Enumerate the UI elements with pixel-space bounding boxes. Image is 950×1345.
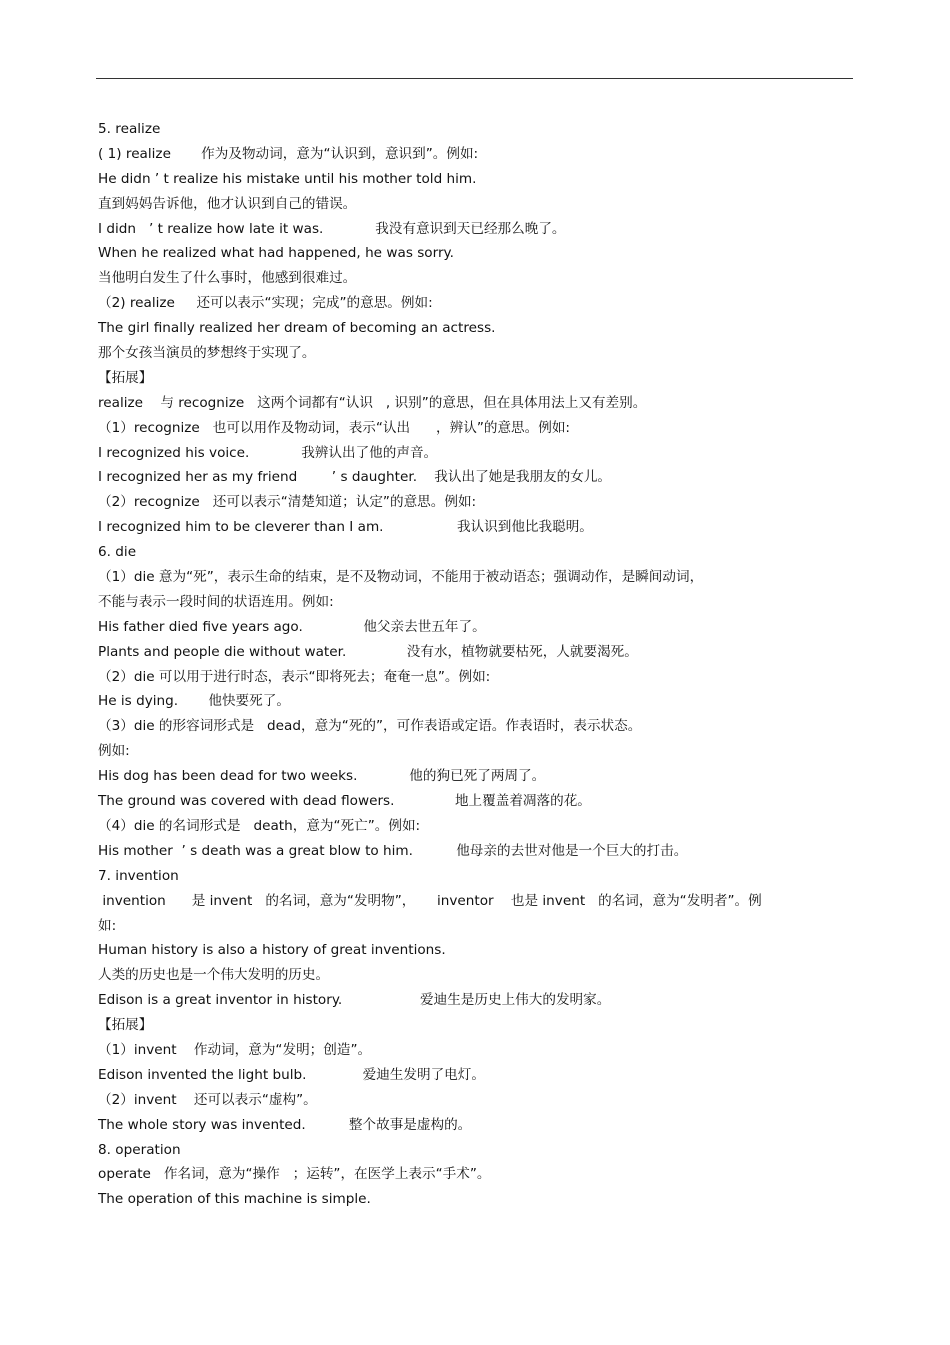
example-line: The girl finally realized her dream of becoming an actress. (98, 320, 496, 337)
text-line: （3）die 的形容词形式是 dead，意为“死的”，可作表语或定语。作表语时，表示状态。 (98, 718, 642, 735)
text-line: 如: (98, 917, 117, 934)
example-line: Human history is also a history of great inventions. (98, 942, 446, 959)
example-line: The operation of this machine is simple. (98, 1191, 371, 1208)
header-rule (96, 78, 853, 79)
example-line: Edison invented the light bulb. 爱迪生发明了电灯。 (98, 1066, 485, 1083)
text-line: 例如: (98, 743, 130, 760)
example-line: His mother ’ s death was a great blow to him. 他母亲的去世对他是一个巨大的打击。 (98, 842, 688, 859)
example-line: The whole story was invented. 整个故事是虚构的。 (98, 1116, 472, 1133)
heading-8-operation: 8. operation (98, 1141, 181, 1158)
text-line: ( 1) realize 作为及物动词，意为“认识到，意识到”。例如: (98, 145, 479, 162)
translation-line: 人类的历史也是一个伟大发明的历史。 (98, 967, 330, 984)
translation-line: 直到妈妈告诉他，他才认识到自己的错误。 (98, 195, 357, 212)
translation-line: 那个女孩当演员的梦想终于实现了。 (98, 345, 316, 362)
example-line: I recognized his voice. 我辨认出了他的声音。 (98, 444, 438, 461)
example-line: I recognized him to be cleverer than I am. 我认识到他比我聪明。 (98, 519, 593, 536)
example-line: His father died five years ago. 他父亲去世五年了。 (98, 618, 486, 635)
example-line: His dog has been dead for two weeks. 他的狗已死了两周了。 (98, 768, 546, 785)
example-line: Edison is a great inventor in history. 爱迪生是历史上伟大的发明家。 (98, 992, 611, 1009)
example-line: Plants and people die without water. 没有水，植物就要枯死，人就要渴死。 (98, 643, 638, 660)
example-line: He didn ’ t realize his mistake until his mother told him. (98, 170, 477, 187)
heading-6-die: 6. die (98, 544, 137, 561)
text-line: （2）invent 还可以表示“虚构”。 (98, 1091, 317, 1108)
example-line: When he realized what had happened, he was sorry. (98, 245, 454, 262)
text-line: （4）die 的名词形式是 death，意为“死亡”。例如: (98, 817, 421, 834)
text-line: operate 作名词，意为“操作 ；运转”，在医学上表示“手术”。 (98, 1166, 491, 1183)
text-line: （2）die 可以用于进行时态，表示“即将死去；奄奄一息”。例如: (98, 668, 491, 685)
text-line: （1）die 意为“死”，表示生命的结束，是不及物动词，不能用于被动语态；强调动作，是瞬间动词， (98, 569, 704, 586)
text-line: （1）recognize 也可以用作及物动词，表示“认出 ，辨认”的意思。例如: (98, 419, 571, 436)
example-line: I didn ’ t realize how late it was. 我没有意识到天已经那么晚了。 (98, 220, 566, 237)
text-line: 不能与表示一段时间的状语连用。例如: (98, 593, 334, 610)
section-label-extension: 【拓展】 (98, 369, 153, 386)
example-line: He is dying. 他快要死了。 (98, 693, 290, 710)
text-line: （1）invent 作动词，意为“发明；创造”。 (98, 1041, 372, 1058)
text-line: （2）recognize 还可以表示“清楚知道；认定”的意思。例如: (98, 494, 477, 511)
text-line: realize 与 recognize 这两个词都有“认识 , 识别”的意思，但在具体用法上又有差别。 (98, 394, 647, 411)
heading-5-realize: 5. realize (98, 121, 161, 137)
example-line: The ground was covered with dead flowers. 地上覆盖着凋落的花。 (98, 793, 591, 810)
document-body (98, 117, 828, 1212)
text-line: （2) realize 还可以表示“实现；完成”的意思。例如: (98, 295, 433, 312)
text-line: invention 是 invent 的名词，意为“发明物”， inventor 也是 invent 的名词，意为“发明者”。例 (98, 892, 762, 909)
section-label-extension: 【拓展】 (98, 1017, 153, 1034)
translation-line: 当他明白发生了什么事时，他感到很难过。 (98, 270, 357, 287)
example-line: I recognized her as my friend ’ s daughter. 我认出了她是我朋友的女儿。 (98, 469, 612, 486)
heading-7-invention: 7. invention (98, 867, 179, 884)
